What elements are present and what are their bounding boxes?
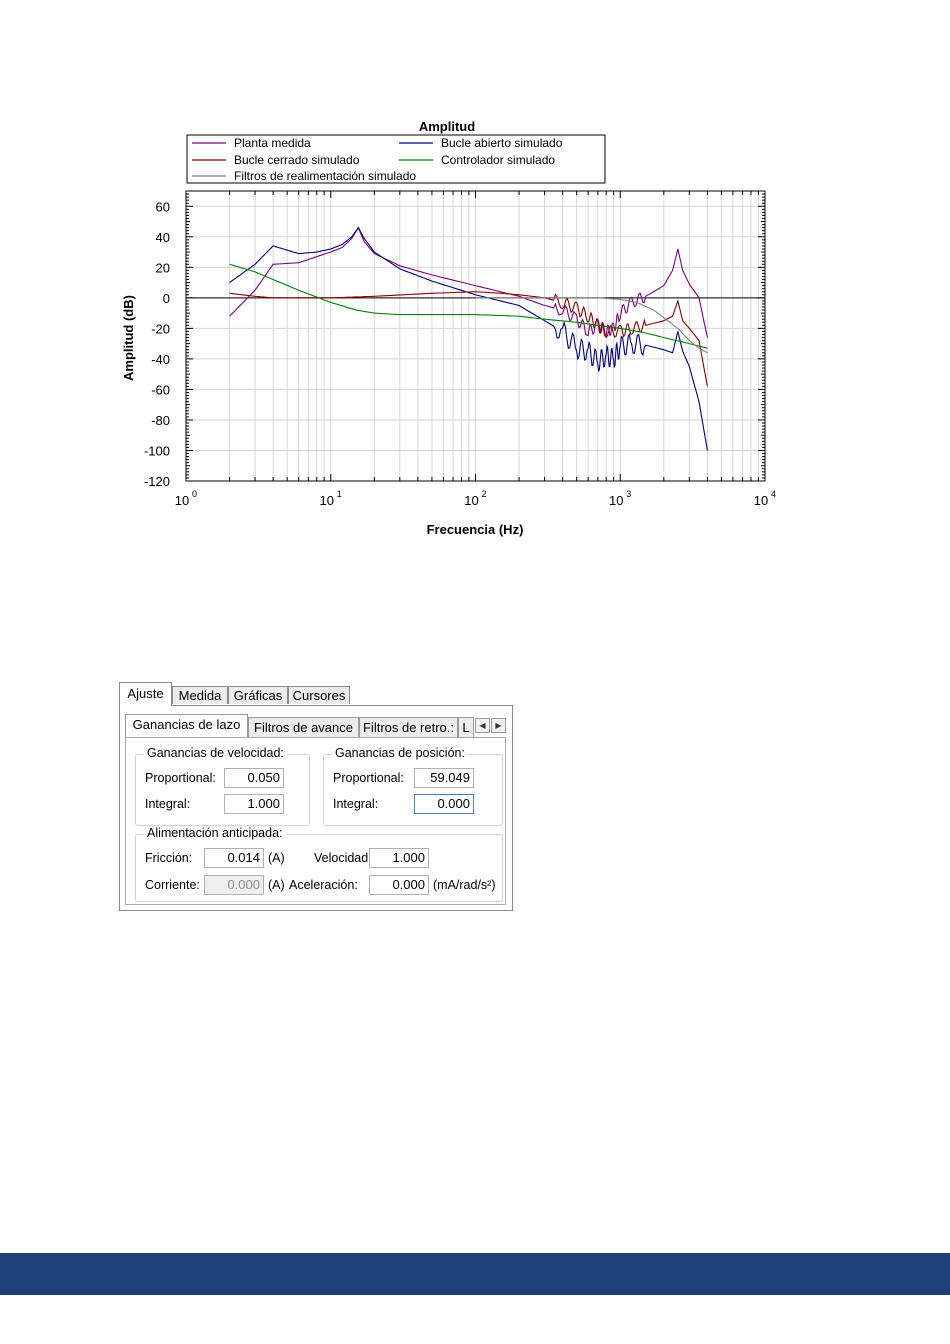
velocity-proportional-label: Proportional: (145, 771, 216, 785)
y-tick-label: 60 (155, 199, 170, 215)
x-tick-label-exponent: 1 (336, 489, 342, 499)
y-tick-label: 0 (162, 290, 170, 306)
tab-scroll-right-icon[interactable]: ▶ (491, 718, 506, 733)
tab-scroll-left-icon[interactable]: ◀ (475, 718, 490, 733)
subtab-ganancias-de-lazo[interactable]: Ganancias de lazo (125, 714, 248, 737)
feedforward-acceleration-label: Aceleración: (289, 878, 358, 892)
legend-label: Planta medida (234, 136, 311, 150)
legend-label: Filtros de realimentación simulado (234, 169, 417, 183)
y-tick-label: -40 (151, 351, 170, 367)
y-tick-label: -80 (151, 412, 170, 428)
y-tick-label: -120 (143, 474, 170, 489)
chart-title: Amplitud (418, 119, 476, 134)
position-proportional-label: Proportional: (333, 771, 404, 785)
x-tick-label: 10 (319, 493, 334, 508)
feedforward-current-field: 0.000 (204, 875, 264, 895)
amplitude-bode-chart (0, 0, 950, 560)
position-integral-label: Integral: (333, 797, 379, 811)
x-tick-label: 10 (174, 493, 190, 508)
velocity-integral-field[interactable]: 1.000 (224, 794, 284, 814)
legend-label: Bucle cerrado simulado (234, 153, 360, 167)
feedforward-acceleration-unit: (mA/rad/s²) (433, 878, 496, 892)
x-tick-label-exponent: 2 (481, 489, 487, 499)
feedforward-friction-label: Fricción: (145, 851, 193, 865)
x-tick-label: 10 (609, 493, 624, 508)
subtab-l-truncated[interactable]: L (458, 717, 474, 737)
x-tick-label-exponent: 3 (626, 489, 632, 499)
feedforward-friction-unit: (A) (268, 851, 285, 865)
velocity-integral-label: Integral: (145, 797, 191, 811)
subtab-filtros-de-retro[interactable]: Filtros de retro.: (359, 717, 458, 737)
footer-band (0, 1253, 950, 1295)
y-tick-label: -100 (143, 443, 170, 459)
x-axis-label: Frecuencia (Hz) (426, 522, 524, 537)
position-gains-group (323, 746, 503, 826)
tab-content-ajuste (119, 705, 513, 911)
feedforward-group (135, 826, 503, 902)
chart-legend (187, 135, 605, 183)
y-tick-label: 40 (155, 229, 170, 245)
tab-cursores[interactable]: Cursores (288, 686, 350, 704)
velocity-proportional-field[interactable]: 0.050 (224, 768, 284, 788)
feedforward-friction-field[interactable]: 0.014 (204, 848, 264, 868)
x-tick-label-exponent: 0 (192, 489, 198, 499)
position-proportional-field[interactable]: 59.049 (414, 768, 474, 788)
position-integral-field[interactable]: 0.000 (414, 794, 474, 814)
y-tick-label: 20 (155, 260, 170, 276)
y-tick-label: -20 (151, 321, 170, 337)
velocity-gains-group (135, 746, 310, 826)
feedforward-acceleration-field[interactable]: 0.000 (369, 875, 429, 895)
legend-label: Controlador simulado (441, 153, 556, 167)
x-tick-label: 10 (753, 493, 769, 508)
x-tick-label: 10 (464, 493, 479, 508)
velocity-gains-title: Ganancias de velocidad: (144, 746, 287, 760)
legend-label: Bucle abierto simulado (441, 136, 563, 150)
feedforward-title: Alimentación anticipada: (144, 826, 286, 840)
tab-graficas[interactable]: Gráficas (228, 686, 288, 704)
x-tick-label-exponent: 4 (771, 489, 777, 499)
tuning-panel (119, 682, 513, 911)
y-axis-label: Amplitud (dB) (121, 295, 136, 381)
feedforward-current-unit: (A) (268, 878, 285, 892)
tab-ajuste[interactable]: Ajuste (119, 682, 172, 706)
subtab-filtros-de-avance[interactable]: Filtros de avance (248, 717, 359, 737)
loop-gains-content (125, 737, 506, 905)
feedforward-velocity-label: Velocidad (314, 851, 369, 865)
position-gains-title: Ganancias de posición: (332, 746, 468, 760)
tab-medida[interactable]: Medida (172, 686, 228, 704)
feedforward-current-label: Corriente: (145, 878, 200, 892)
feedforward-velocity-field[interactable]: 1.000 (369, 848, 429, 868)
y-tick-label: -60 (151, 382, 170, 398)
